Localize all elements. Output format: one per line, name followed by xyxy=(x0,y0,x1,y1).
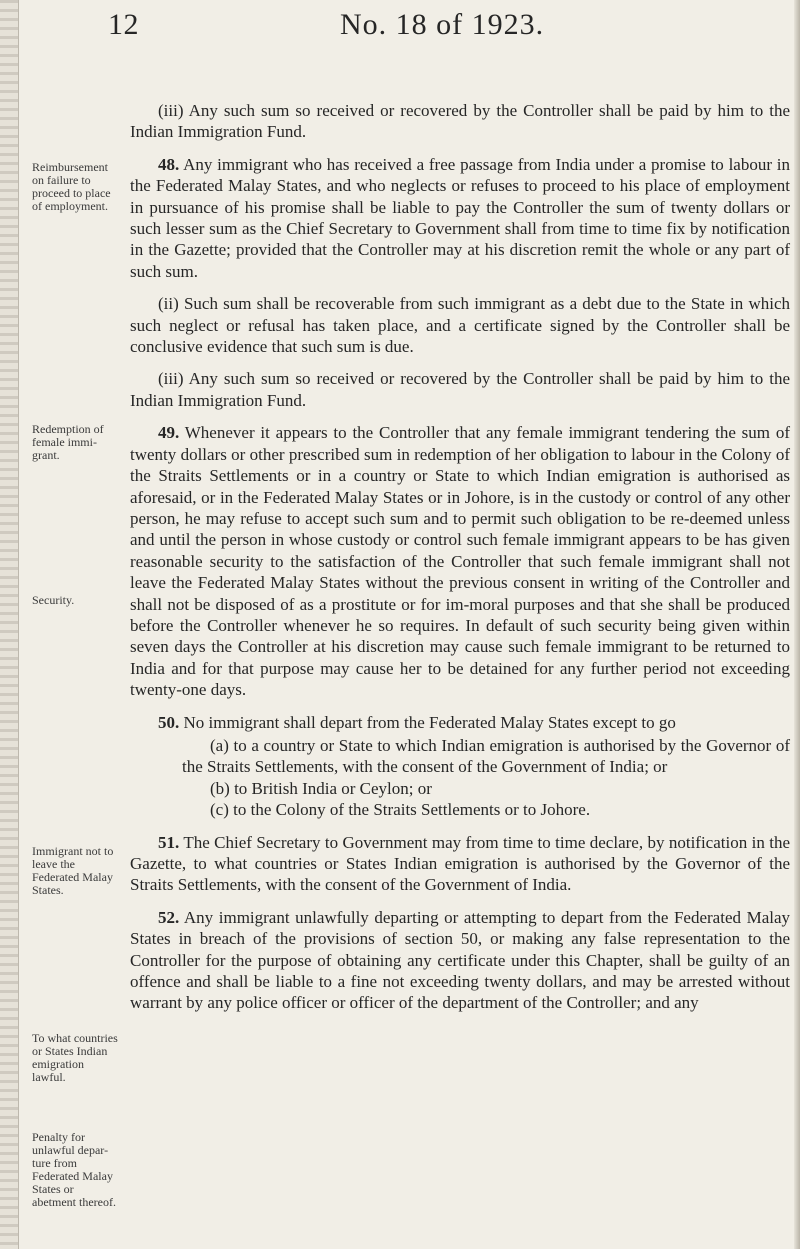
margin-note-security: Security. xyxy=(32,593,75,607)
section-52-number: 52. xyxy=(158,907,180,927)
section-48 xyxy=(130,154,790,282)
section-51-number: 51. xyxy=(158,832,180,852)
margin-note-penalty: Penalty for unlawful depar-ture from Federated Malay States or abetment thereof. xyxy=(32,1130,116,1209)
section-49-number: 49. xyxy=(158,423,180,443)
margin-note-countries: To what countries or States Indian emigration lawful. xyxy=(32,1031,118,1084)
running-title: No. 18 of 1923. xyxy=(340,8,545,41)
body-text xyxy=(130,100,790,1025)
section-52-body: Any immigrant unlawfully departing or attempting to depart from the Federated Malay States in breach of the provisions of section 50, or making any false representation to the Controller for the purpose of obtaining any certificate under this Chapter, shall be guilty of an offence and shall be liable to a fine not exceeding twenty dollars, and may be arrested without warrant by any police officer or officer of the department of the Controller; and any xyxy=(130,907,791,1013)
section-51-body: The Chief Secretary to Government may from time to time declare, by notification in the Gazette, to what countries or States Indian emigration is authorised by the Governor of the Straits Settlements, with the consent of the Government of India. xyxy=(130,832,790,895)
section-50 xyxy=(130,712,790,821)
section-50-number: 50. xyxy=(158,712,180,732)
section-48-iii: (iii) Any such sum so received or recovered by the Controller shall be paid by him to the Indian Immigration Fund. xyxy=(130,369,790,410)
section-48-text xyxy=(130,154,790,282)
margin-note-redemption: Redemption of female immi-grant. xyxy=(32,422,104,462)
section-50-body: No immigrant shall depart from the Federated Malay States except to go xyxy=(183,712,676,732)
page-binding-edge xyxy=(0,0,19,1249)
section-48-body: Any immigrant who has received a free passage from India under a promise to labour in the Federated Malay States, and who neglects or refuses to proceed to his place of employment in pursuance of his promise shall be liable to pay the Controller the sum of twenty dollars or such lesser sum as the Chief Secretary to Government shall from time to time fix by notification in the Gazette; provided that the Controller may at his discretion remit the whole or any part of such sum. xyxy=(130,154,790,281)
section-50-text xyxy=(130,712,790,733)
margin-note-not-leave: Immigrant not to leave the Federated Malay States. xyxy=(32,844,114,897)
page-right-edge xyxy=(794,0,800,1249)
section-50-item-c: (c) to the Colony of the Straits Settlements or to Johore. xyxy=(210,800,591,820)
margin-note-reimbursement: Reimbursement on failure to proceed to place of employment. xyxy=(32,160,111,213)
page-header xyxy=(0,8,800,52)
section-48-ii: (ii) Such sum shall be recoverable from such immigrant as a debt due to the State in which such neglect or refusal has taken place, and a certificate signed by the Controller shall be conclusive evidence that such sum is due. xyxy=(130,294,790,357)
section-51 xyxy=(130,832,790,896)
section-49-body: Whenever it appears to the Controller that any female immigrant tendering the sum of twenty dollars or other prescribed sum in redemption of her obligation to labour in the Colony of the Straits Settlements or in a country or State to which Indian emigration is authorised as aforesaid, or in the Federated Malay States or in Johore, is in the custody or control of any other person, he may refuse to accept such sum and to permit such obligation to be re-deemed unless and until the person in whose custody or control such female immigrant appears to be has given reasonable security to the satisfaction of the Controller that such female immigrant shall not leave the Federated Malay States without the previous consent in writing of the Controller and shall not be disposed of as a prostitute or for im-moral purposes and that she shall be produced before the Controller whenever he so requires. In default of such security being given within seven days the Controller at his discretion may cause such female immigrant to be returned to India and for that purpose may cause her to be detained for any further period not exceeding twenty-one days. xyxy=(130,423,790,700)
section-51-text xyxy=(130,832,790,896)
page-number: 12 xyxy=(108,8,139,41)
paragraph-iii-top: (iii) Any such sum so received or recovered by the Controller shall be paid by him to the Indian Immigration Fund. xyxy=(130,101,790,142)
section-52 xyxy=(130,907,790,1014)
section-52-text xyxy=(130,907,790,1014)
section-49 xyxy=(130,422,790,700)
section-50-item-a: (a) to a country or State to which Indian emigration is authorised by the Governor of the Straits Settlements, with the consent of the Government of India; or xyxy=(182,735,790,777)
section-48-number: 48. xyxy=(158,154,180,174)
section-49-text xyxy=(130,422,790,700)
section-50-item-b: (b) to British India or Ceylon; or xyxy=(210,778,432,798)
